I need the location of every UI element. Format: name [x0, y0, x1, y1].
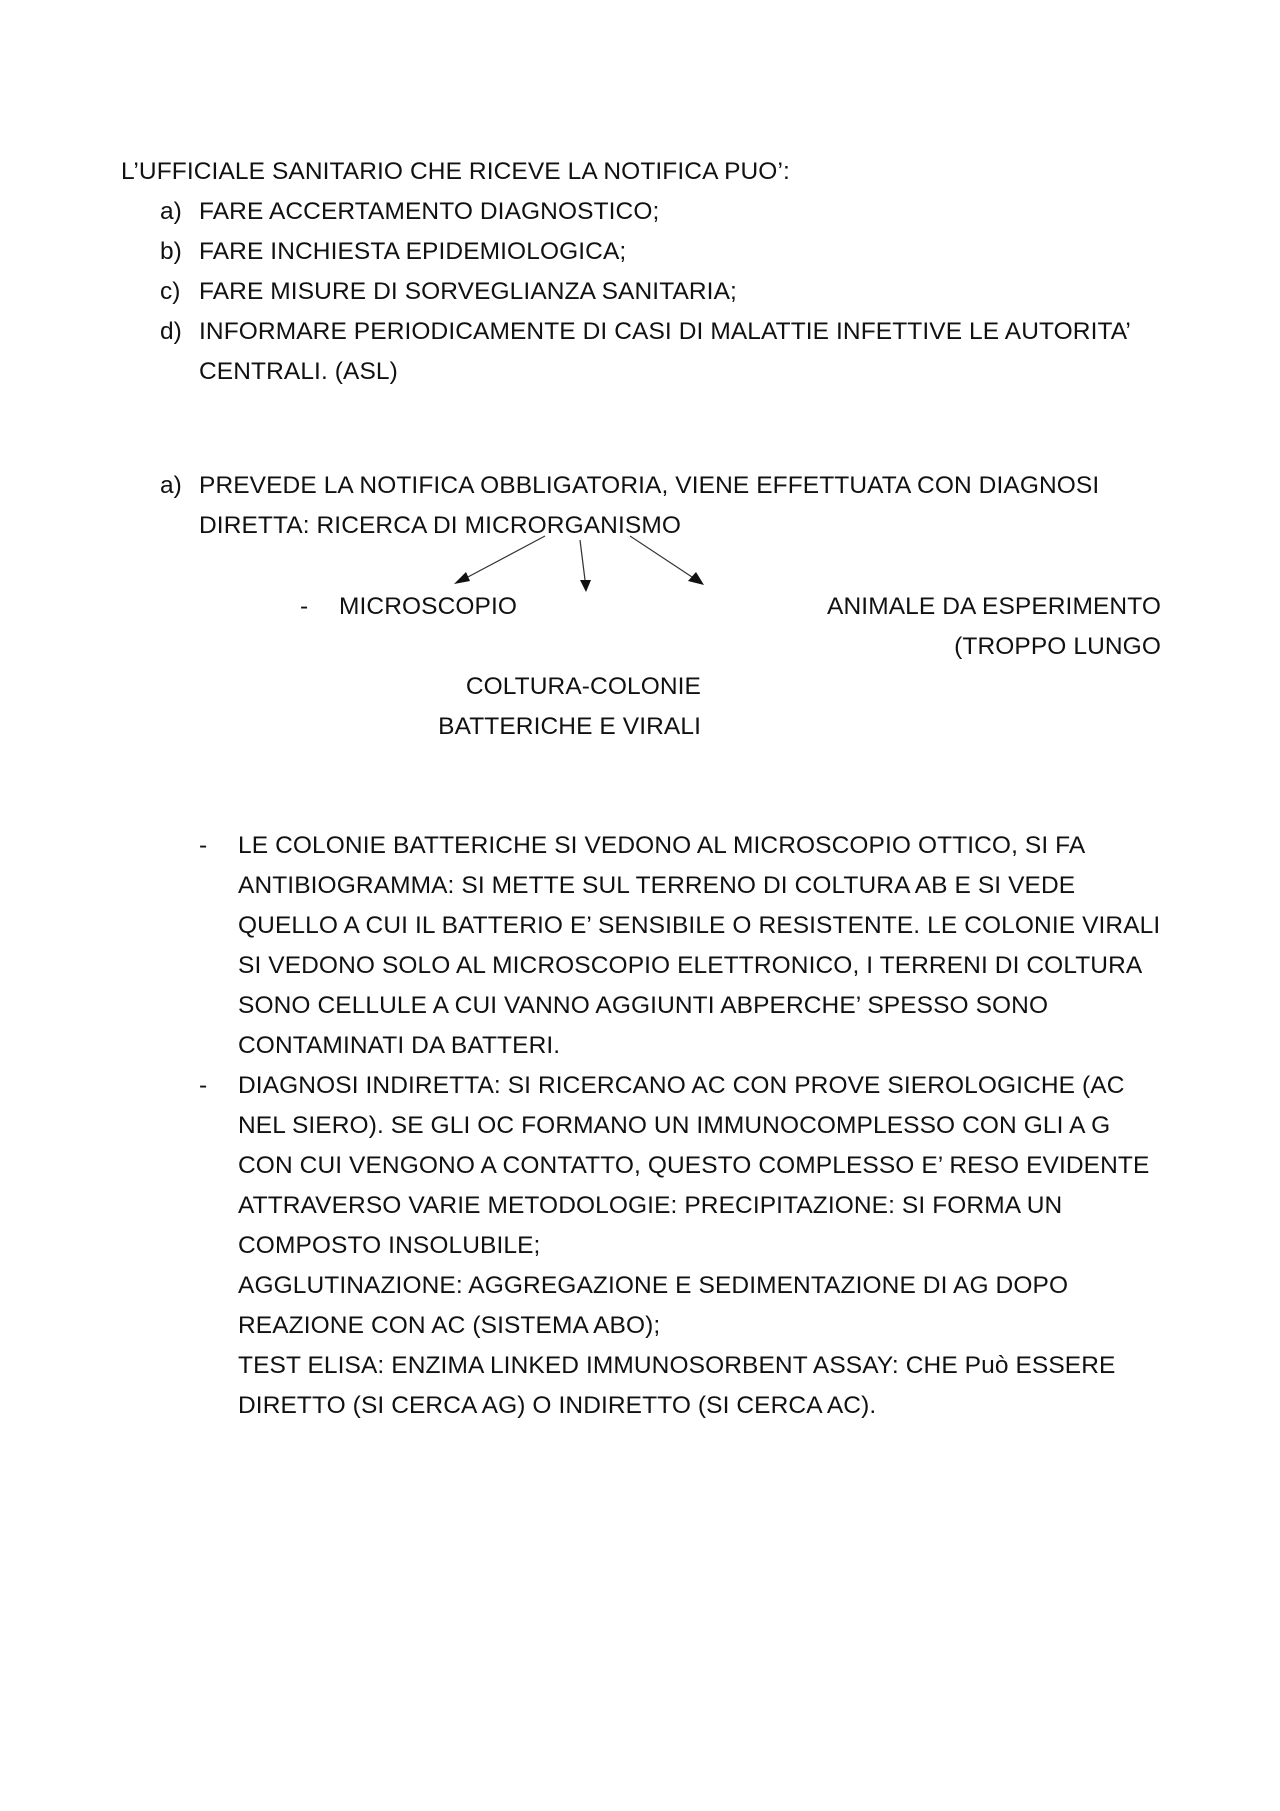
- arrow-head-middle: [580, 580, 591, 592]
- bullet1-line3: QUELLO A CUI IL BATTERIO E’ SENSIBILE O RESISTENTE. LE COLONIE VIRALI: [238, 912, 1161, 939]
- branch-animale-line1: ANIMALE DA ESPERIMENTO: [827, 593, 1161, 620]
- bullet2-dash: -: [199, 1072, 208, 1099]
- bullet1-dash: -: [199, 832, 208, 859]
- list-item-a: FARE ACCERTAMENTO DIAGNOSTICO;: [199, 198, 660, 225]
- bullet2-line5: COMPOSTO INSOLUBILE;: [238, 1232, 541, 1259]
- list-marker-b: b): [160, 238, 182, 265]
- list2-item-line2: DIRETTA: RICERCA DI MICRORGANISMO: [199, 512, 681, 539]
- bullet2-line8: TEST ELISA: ENZIMA LINKED IMMUNOSORBENT ASSAY: CHE Può ESSERE: [238, 1352, 1116, 1379]
- bullet1-line2: ANTIBIOGRAMMA: SI METTE SUL TERRENO DI COLTURA AB E SI VEDE: [238, 872, 1076, 899]
- branch-coltura-line1: COLTURA-COLONIE: [465, 673, 701, 700]
- bullet1-line4: SI VEDONO SOLO AL MICROSCOPIO ELETTRONICO, I TERRENI DI COLTURA: [238, 952, 1143, 979]
- list-marker-d: d): [160, 318, 182, 345]
- list2-item-line1: PREVEDE LA NOTIFICA OBBLIGATORIA, VIENE EFFETTUATA CON DIAGNOSI: [199, 472, 1100, 499]
- branch-coltura-line2: BATTERICHE E VIRALI: [438, 713, 701, 740]
- list2-marker-a: a): [160, 472, 182, 499]
- branch-animale-line2: (TROPPO LUNGO: [954, 633, 1161, 660]
- arrow-line-middle: [580, 540, 585, 580]
- heading: L’UFFICIALE SANITARIO CHE RICEVE LA NOTIFICA PUO’:: [121, 158, 790, 185]
- list-item-d-line2: CENTRALI. (ASL): [199, 358, 398, 385]
- bullet2-line2: NEL SIERO). SE GLI OC FORMANO UN IMMUNOCOMPLESSO CON GLI A G: [238, 1112, 1111, 1139]
- list-marker-c: c): [160, 278, 181, 305]
- bullet2-line6: AGGLUTINAZIONE: AGGREGAZIONE E SEDIMENTAZIONE DI AG DOPO: [238, 1272, 1069, 1299]
- branch-microscopio: MICROSCOPIO: [339, 593, 518, 620]
- list-marker-a: a): [160, 198, 182, 225]
- bullet1-line1: LE COLONIE BATTERICHE SI VEDONO AL MICROSCOPIO OTTICO, SI FA: [238, 832, 1086, 859]
- bullet2-line1: DIAGNOSI INDIRETTA: SI RICERCANO AC CON PROVE SIEROLOGICHE (AC: [238, 1072, 1125, 1099]
- bullet1-line5: SONO CELLULE A CUI VANNO AGGIUNTI ABPERCHE’ SPESSO SONO: [238, 992, 1049, 1019]
- bullet1-line6: CONTAMINATI DA BATTERI.: [238, 1032, 561, 1059]
- bullet2-line9: DIRETTO (SI CERCA AG) O INDIRETTO (SI CERCA AC).: [238, 1392, 877, 1419]
- arrow-head-right: [688, 572, 704, 585]
- list-item-b: FARE INCHIESTA EPIDEMIOLOGICA;: [199, 238, 627, 265]
- arrow-head-left: [454, 572, 470, 584]
- list-item-c: FARE MISURE DI SORVEGLIANZA SANITARIA;: [199, 278, 737, 305]
- bullet2-line4: ATTRAVERSO VARIE METODOLOGIE: PRECIPITAZIONE: SI FORMA UN: [238, 1192, 1063, 1219]
- bullet2-line3: CON CUI VENGONO A CONTATTO, QUESTO COMPLESSO E’ RESO EVIDENTE: [238, 1152, 1150, 1179]
- bullet2-line7: REAZIONE CON AC (SISTEMA ABO);: [238, 1312, 661, 1339]
- list-item-d-line1: INFORMARE PERIODICAMENTE DI CASI DI MALATTIE INFETTIVE LE AUTORITA’: [199, 318, 1131, 345]
- branch-dash: -: [300, 593, 309, 620]
